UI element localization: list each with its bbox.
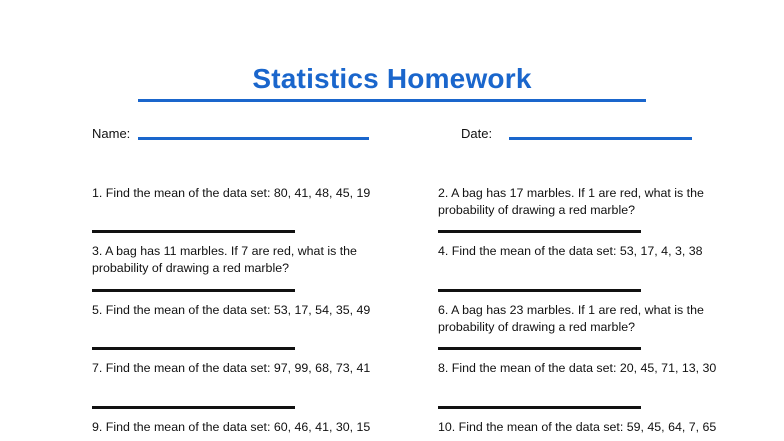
- date-field[interactable]: [509, 137, 692, 140]
- question-4: 4. Find the mean of the data set: 53, 17, 4, 3, 38: [438, 244, 703, 258]
- question-7: 7. Find the mean of the data set: 97, 99, 68, 73, 41: [92, 361, 371, 375]
- question-10: 10. Find the mean of the data set: 59, 45, 64, 7, 65: [438, 420, 717, 434]
- question-1: 1. Find the mean of the data set: 80, 41, 48, 45, 19: [92, 186, 371, 200]
- question-2: 2. A bag has 17 marbles. If 1 are red, what is the probability of drawing a red marble?: [438, 186, 704, 217]
- name-field[interactable]: [138, 137, 369, 140]
- answer-line-5[interactable]: [92, 347, 295, 350]
- answer-line-3[interactable]: [92, 289, 295, 292]
- worksheet-title: Statistics Homework: [252, 63, 532, 94]
- answer-line-2[interactable]: [438, 230, 641, 233]
- answer-line-1[interactable]: [92, 230, 295, 233]
- question-9: 9. Find the mean of the data set: 60, 46, 41, 30, 15: [92, 420, 371, 434]
- title-underline: [138, 99, 646, 102]
- answer-line-6[interactable]: [438, 347, 641, 350]
- answer-line-7[interactable]: [92, 406, 295, 409]
- answer-line-4[interactable]: [438, 289, 641, 292]
- question-3: 3. A bag has 11 marbles. If 7 are red, what is the probability of drawing a red marble?: [92, 244, 357, 275]
- name-label: Name:: [92, 126, 131, 141]
- date-label: Date:: [461, 126, 493, 141]
- question-8: 8. Find the mean of the data set: 20, 45, 71, 13, 30: [438, 361, 717, 375]
- question-5: 5. Find the mean of the data set: 53, 17, 54, 35, 49: [92, 303, 371, 317]
- answer-line-8[interactable]: [438, 406, 641, 409]
- question-6: 6. A bag has 23 marbles. If 1 are red, what is the probability of drawing a red marble?: [438, 303, 704, 334]
